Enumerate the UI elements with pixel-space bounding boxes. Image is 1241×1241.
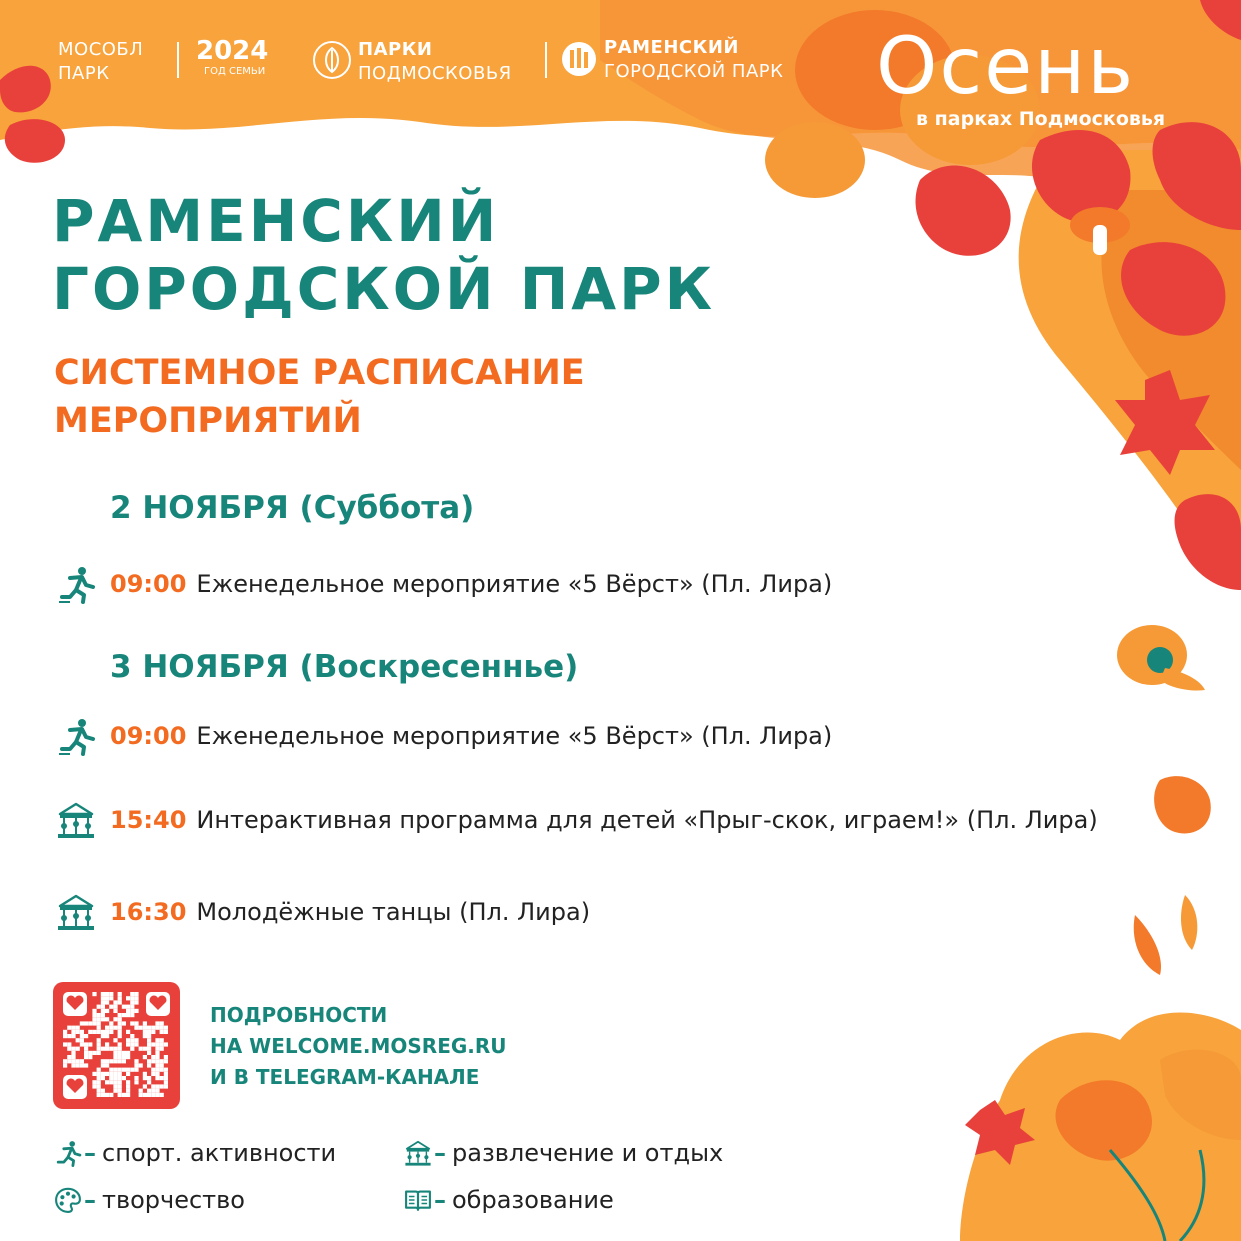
carousel-icon: [404, 1139, 432, 1167]
mosoblpark-logo: [58, 38, 143, 86]
event-time: 09:00: [110, 570, 187, 598]
park-logo-line1: РАМЕНСКИЙ: [604, 37, 739, 58]
palette-icon: [54, 1186, 82, 1214]
legend-dash: –: [84, 1186, 96, 1214]
running-person-icon: [56, 564, 96, 604]
day-heading: 3 НОЯБРЯ (Воскресенньe): [110, 649, 579, 685]
legend-label: развлечение и отдых: [452, 1139, 724, 1167]
autumn-title: Осень: [876, 22, 1136, 112]
autumn-subtitle: в парках Подмосковья: [916, 108, 1166, 130]
legend-item-education: [404, 1182, 614, 1218]
year-of-family-logo: [196, 36, 268, 78]
details-line3: И В TELEGRAM-КАНАЛЕ: [210, 1065, 480, 1089]
event-time: 09:00: [110, 722, 187, 750]
mosoblpark-logo-line1: МОСОБЛ: [58, 39, 144, 60]
parks-logo-line2: ПОДМОСКОВЬЯ: [358, 63, 512, 84]
event-text: Еженедельное мероприятие «5 Вёрст» (Пл. Лира): [196, 722, 833, 750]
event-text: Молодёжные танцы (Пл. Лира): [196, 898, 591, 926]
carousel-icon: [56, 800, 96, 840]
legend-label: образование: [452, 1186, 614, 1214]
event-item: [56, 716, 832, 756]
running-person-icon: [56, 716, 96, 756]
details-text: [210, 1000, 507, 1093]
legend-label: творчество: [102, 1186, 245, 1214]
qr-code[interactable]: [53, 982, 180, 1109]
legend-label: спорт. активности: [102, 1139, 337, 1167]
event-item: [56, 800, 1098, 840]
park-emblem-icon: [560, 40, 598, 78]
header-divider: [545, 42, 547, 78]
parks-logo: [358, 38, 512, 86]
details-line1: ПОДРОБНОСТИ: [210, 1003, 388, 1027]
park-title-line2: ГОРОДСКОЙ ПАРК: [52, 255, 716, 323]
book-icon: [404, 1186, 432, 1214]
park-logo: [604, 36, 783, 84]
year-of-family-number: 2024: [196, 36, 269, 66]
schedule-subtitle-line2: МЕРОПРИЯТИЙ: [54, 401, 362, 441]
event-item: [56, 564, 832, 604]
legend-dash: –: [434, 1186, 446, 1214]
header-divider: [177, 42, 179, 78]
year-of-family-caption: ГОД СЕМЬИ: [204, 66, 266, 77]
mosoblpark-logo-line2: ПАРК: [58, 63, 110, 84]
schedule-subtitle-line1: СИСТЕМНОЕ РАСПИСАНИЕ: [54, 353, 585, 393]
legend-item-sport: [54, 1135, 336, 1171]
event-time: 16:30: [110, 898, 187, 926]
event-item: [56, 892, 590, 932]
park-logo-line2: ГОРОДСКОЙ ПАРК: [604, 61, 784, 82]
event-time: 15:40: [110, 806, 187, 834]
event-text: Интерактивная программа для детей «Прыг-скок, играем!» (Пл. Лира): [196, 806, 1098, 834]
legend-item-creativity: [54, 1182, 245, 1218]
parks-logo-line1: ПАРКИ: [358, 39, 433, 60]
legend-dash: –: [434, 1139, 446, 1167]
day-heading: 2 НОЯБРЯ (Суббота): [110, 490, 475, 526]
carousel-icon: [56, 892, 96, 932]
event-text: Еженедельное мероприятие «5 Вёрст» (Пл. Лира): [196, 570, 833, 598]
legend-item-entertainment: [404, 1135, 723, 1171]
details-line2[interactable]: НА WELCOME.MOSREG.RU: [210, 1034, 507, 1058]
running-person-icon: [54, 1139, 82, 1167]
park-title-line1: РАМЕНСКИЙ: [52, 187, 500, 255]
legend-dash: –: [84, 1139, 96, 1167]
parks-leaf-icon: [312, 40, 352, 80]
